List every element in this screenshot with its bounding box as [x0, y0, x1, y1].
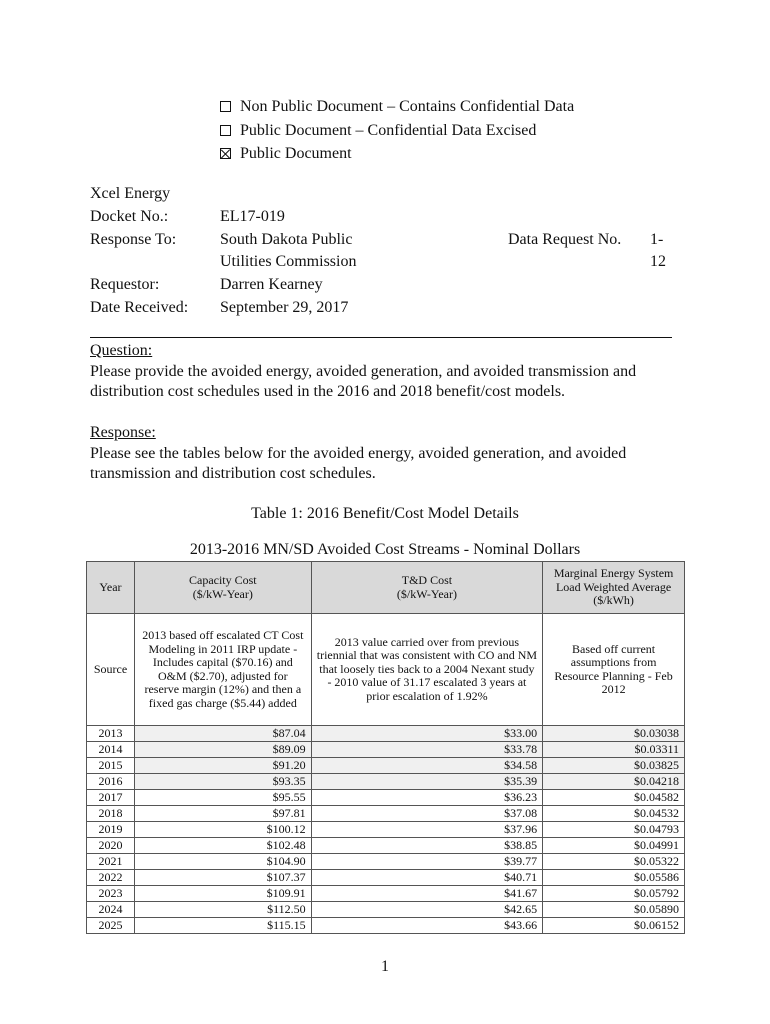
value-cell: $0.05890 [543, 902, 685, 918]
year-cell: 2018 [87, 806, 135, 822]
year-cell: 2014 [87, 742, 135, 758]
value-cell: $104.90 [134, 854, 311, 870]
year-cell: 2025 [87, 918, 135, 934]
value-cell: $43.66 [311, 918, 543, 934]
year-cell: 2020 [87, 838, 135, 854]
year-cell: 2022 [87, 870, 135, 886]
table-source-row [87, 614, 685, 726]
value-cell: $0.03825 [543, 758, 685, 774]
source-capacity: 2013 based off escalated CT Cost Modeling in 2011 IRP update - Includes capital ($70.16) and O&M ($2.70), adjusted for reserve margin (12%) and then a fixed gas charge ($5.44) added [134, 614, 311, 726]
year-cell: 2021 [87, 854, 135, 870]
table-row [87, 822, 685, 838]
table-row [87, 790, 685, 806]
value-cell: $95.55 [134, 790, 311, 806]
checkbox-row-nonpublic [220, 95, 574, 119]
data-request-value: 1-12 [650, 230, 666, 271]
table-row [87, 886, 685, 902]
value-cell: $102.48 [134, 838, 311, 854]
value-cell: $0.04793 [543, 822, 685, 838]
data-request-label: Data Request No. [508, 230, 622, 248]
document-classification [220, 95, 574, 166]
value-cell: $0.05586 [543, 870, 685, 886]
table-title: 2013-2016 MN/SD Avoided Cost Streams - Nominal Dollars [189, 541, 581, 558]
table-header-row [87, 562, 685, 614]
value-cell: $97.81 [134, 806, 311, 822]
value-cell: $35.39 [311, 774, 543, 790]
divider-line [90, 337, 672, 338]
checkbox-row-excised [220, 119, 574, 143]
table-row [87, 854, 685, 870]
checkbox-row-public [220, 142, 574, 166]
value-cell: $0.05792 [543, 886, 685, 902]
date-received-label: Date Received: [90, 298, 189, 316]
column-header-year: Year [87, 562, 135, 614]
value-cell: $112.50 [134, 902, 311, 918]
value-cell: $33.00 [311, 726, 543, 742]
value-cell: $0.04991 [543, 838, 685, 854]
value-cell: $100.12 [134, 822, 311, 838]
value-cell: $37.08 [311, 806, 543, 822]
question-text: Please provide the avoided energy, avoided generation, and avoided transmission and distribution cost schedules used in the 2016 and 2018 benefit/cost models. [90, 362, 637, 400]
requestor-label: Requestor: [90, 276, 160, 294]
value-cell: $39.77 [311, 854, 543, 870]
value-cell: $107.37 [134, 870, 311, 886]
question-heading: Question: [90, 342, 153, 359]
value-cell: $0.03038 [543, 726, 685, 742]
docket-value: EL17-019 [220, 207, 285, 225]
year-cell: 2013 [87, 726, 135, 742]
table-row [87, 838, 685, 854]
requestor-value: Darren Kearney [220, 276, 323, 294]
column-header-td: T&D Cost ($/kW-Year) [311, 562, 543, 614]
value-cell: $34.58 [311, 758, 543, 774]
value-cell: $89.09 [134, 742, 311, 758]
table-row [87, 902, 685, 918]
company-name: Xcel Energy [90, 185, 171, 202]
value-cell: $40.71 [311, 870, 543, 886]
year-cell: 2015 [87, 758, 135, 774]
checkbox-label: Non Public Document – Contains Confidential Data [240, 98, 575, 115]
response-to-label: Response To: [90, 230, 177, 248]
year-cell: 2016 [87, 774, 135, 790]
value-cell: $37.96 [311, 822, 543, 838]
table-row [87, 918, 685, 934]
response-section [90, 423, 690, 485]
value-cell: $91.20 [134, 758, 311, 774]
docket-label: Docket No.: [90, 207, 169, 225]
value-cell: $0.06152 [543, 918, 685, 934]
response-to-value: South Dakota Public [220, 230, 353, 248]
response-to-value-line2: Utilities Commission [220, 253, 357, 271]
value-cell: $33.78 [311, 742, 543, 758]
year-cell: 2023 [87, 886, 135, 902]
column-header-energy: Marginal Energy System Load Weighted Average ($/kWh) [543, 562, 685, 614]
value-cell: $87.04 [134, 726, 311, 742]
value-cell: $0.04582 [543, 790, 685, 806]
checkbox-empty-icon [220, 125, 231, 136]
table-row [87, 742, 685, 758]
column-header-capacity: Capacity Cost ($/kW-Year) [134, 562, 311, 614]
checkbox-checked-icon [220, 148, 231, 159]
page-number: 1 [381, 958, 389, 975]
value-cell: $42.65 [311, 902, 543, 918]
table-row [87, 758, 685, 774]
value-cell: $41.67 [311, 886, 543, 902]
value-cell: $115.15 [134, 918, 311, 934]
year-cell: 2017 [87, 790, 135, 806]
value-cell: $0.03311 [543, 742, 685, 758]
checkbox-empty-icon [220, 101, 231, 112]
value-cell: $93.35 [134, 774, 311, 790]
avoided-cost-table [86, 561, 685, 934]
response-text: Please see the tables below for the avoided energy, avoided generation, and avoided transmission and distribution cost schedules. [90, 444, 627, 482]
source-label: Source [87, 614, 135, 726]
value-cell: $0.05322 [543, 854, 685, 870]
checkbox-label: Public Document [240, 145, 352, 162]
table-row [87, 870, 685, 886]
checkbox-label: Public Document – Confidential Data Excised [240, 121, 537, 139]
value-cell: $109.91 [134, 886, 311, 902]
table-row [87, 726, 685, 742]
table-caption: Table 1: 2016 Benefit/Cost Model Details [251, 505, 519, 522]
value-cell: $0.04218 [543, 774, 685, 790]
year-cell: 2024 [87, 902, 135, 918]
date-received-value: September 29, 2017 [220, 298, 349, 316]
year-cell: 2019 [87, 822, 135, 838]
question-section [90, 341, 690, 403]
value-cell: $36.23 [311, 790, 543, 806]
source-td: 2013 value carried over from previous triennial that was consistent with CO and NM that loosely ties back to a 2004 Nexant study - 2010 value of 31.17 escalated 3 years at prior escalation of 1.92% [311, 614, 543, 726]
value-cell: $38.85 [311, 838, 543, 854]
source-energy: Based off current assumptions from Resource Planning - Feb 2012 [543, 614, 685, 726]
response-heading: Response: [90, 424, 156, 441]
table-row [87, 774, 685, 790]
table-row [87, 806, 685, 822]
value-cell: $0.04532 [543, 806, 685, 822]
request-header [90, 183, 666, 320]
